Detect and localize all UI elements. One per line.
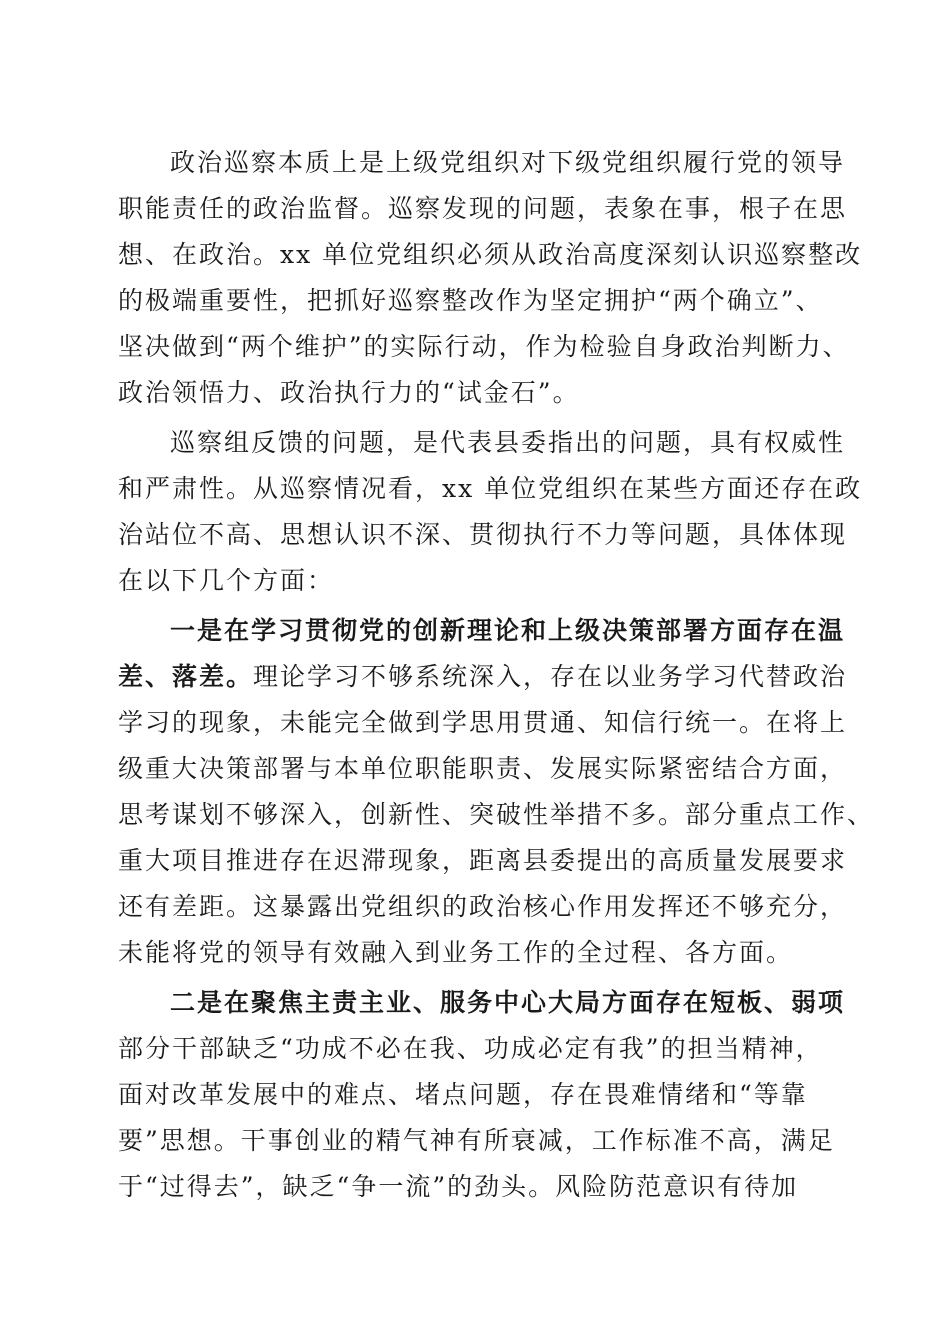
- text-line: 职能责任的政治监督。巡察发现的问题，表象在事，根子在思: [118, 194, 848, 223]
- text-line: 面对改革发展中的难点、堵点问题，存在畏难情绪和“等靠: [118, 1080, 808, 1109]
- text-line: 未能将党的领导有效融入到业务工作的全过程、各方面。: [118, 938, 794, 967]
- text-line: 想、在政治。xx 单位党组织必须从政治高度深刻认识巡察整改: [118, 240, 863, 269]
- text-line: 学习的现象，未能完全做到学思用贯通、知信行统一。在将上: [118, 708, 848, 737]
- text-line: 坚决做到“两个维护”的实际行动，作为检验自身政治判断力、: [118, 332, 850, 361]
- text-line: 的极端重要性，把抓好巡察整改作为坚定拥护“两个确立”、: [118, 286, 823, 315]
- text-line: 和严肃性。从巡察情况看，xx 单位党组织在某些方面还存在政: [118, 474, 863, 503]
- text-line: 级重大决策部署与本单位职能职责、发展实际紧密结合方面，: [118, 754, 848, 783]
- paragraph-3: [118, 608, 875, 976]
- text-line: 还有差距。这暴露出党组织的政治核心作用发挥还不够充分，: [118, 892, 848, 921]
- text-segment: 理论学习不够系统深入，存在以业务学习代替政治: [253, 662, 848, 691]
- text-line: 巡察组反馈的问题，是代表县委指出的问题，具有权威性: [170, 428, 846, 457]
- document-body: [118, 140, 875, 1214]
- text-line: 部分干部缺乏“功成不必在我、功成必定有我”的担当精神，: [118, 1034, 823, 1063]
- text-line: 思考谋划不够深入，创新性、突破性举措不多。部分重点工作、: [118, 800, 875, 829]
- text-line: 在以下几个方面：: [118, 566, 335, 595]
- text-line: 治站位不高、思想认识不深、贯彻执行不力等问题，具体体现: [118, 520, 848, 549]
- mixed-line: [118, 654, 848, 700]
- bold-heading-tail: 差、落差。: [118, 662, 254, 691]
- text-line: 要”思想。干事创业的精气神有所衰减，工作标准不高，满足: [118, 1126, 835, 1155]
- paragraph-2: [118, 420, 863, 604]
- text-line: 政治巡察本质上是上级党组织对下级党组织履行党的领导: [170, 148, 846, 177]
- paragraph-4: [118, 980, 846, 1210]
- text-line: 政治领悟力、政治执行力的“试金石”。: [118, 378, 580, 407]
- text-line: 重大项目推进存在迟滞现象，距离县委提出的高质量发展要求: [118, 846, 848, 875]
- bold-heading-line: 一是在学习贯彻党的创新理论和上级决策部署方面存在温: [170, 616, 846, 645]
- paragraph-1: [118, 140, 863, 416]
- text-line: 于“过得去”，缺乏“争一流”的劲头。风险防范意识有待加: [118, 1172, 799, 1201]
- bold-heading-line: 二是在聚焦主责主业、服务中心大局方面存在短板、弱项: [170, 988, 846, 1017]
